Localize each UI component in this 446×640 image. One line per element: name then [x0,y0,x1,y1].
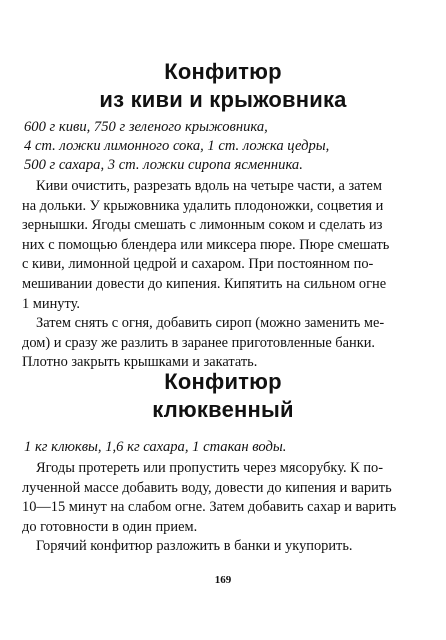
instruction-paragraph: Горячий конфитюр разложить в банки и укупорить. [36,538,353,555]
recipe-title-line: клюквенный [152,397,294,422]
ingredients-list: 1 кг клюквы, 1,6 кг сахара, 1 стакан воды. [24,439,287,455]
instruction-paragraph: Киви очистить, разрезать вдоль на четыре части, а затем на дольки. У крыжовника удалить плодоножки, соцветия и зернышки. Ягоды смешать с лимонным соком и сделать из них с помощью блендера или миксера пюре. Пюре смешать с киви, лимонной цедрой и сахаром. При постоянном по- мешивании довести до кипения. Кипятить на сильном огне 1 минуту. [22,178,390,312]
recipe-cranberry [22,368,424,557]
page-number: 169 [214,574,232,586]
recipe-title-line: Конфитюр [164,59,282,84]
recipe-kiwi-gooseberry [22,58,424,373]
ingredients-list: 600 г киви, 750 г зеленого крыжовника, 4 ст. ложки лимонного сока, 1 ст. ложка цедры, 500 г сахара, 3 ст. ложки сиропа ясменника. [24,119,330,173]
instruction-paragraph: Ягоды протереть или пропустить через мясорубку. К по- лученной массе добавить воду, довести до кипения и варить 10—15 минут на слабом огне. Затем добавить сахар и варить до готовности в один прием. [22,460,397,535]
recipe-title [22,58,424,114]
recipe-title-line: Конфитюр [164,369,282,394]
instruction-paragraph: Затем снять с огня, добавить сироп (можно заменить ме- дом) и сразу же разлить в заранее приготовленные банки. Плотно закрыть крышками и закатать. [22,315,385,371]
recipe-title [22,368,424,424]
recipe-title-line: из киви и крыжовника [99,87,347,112]
